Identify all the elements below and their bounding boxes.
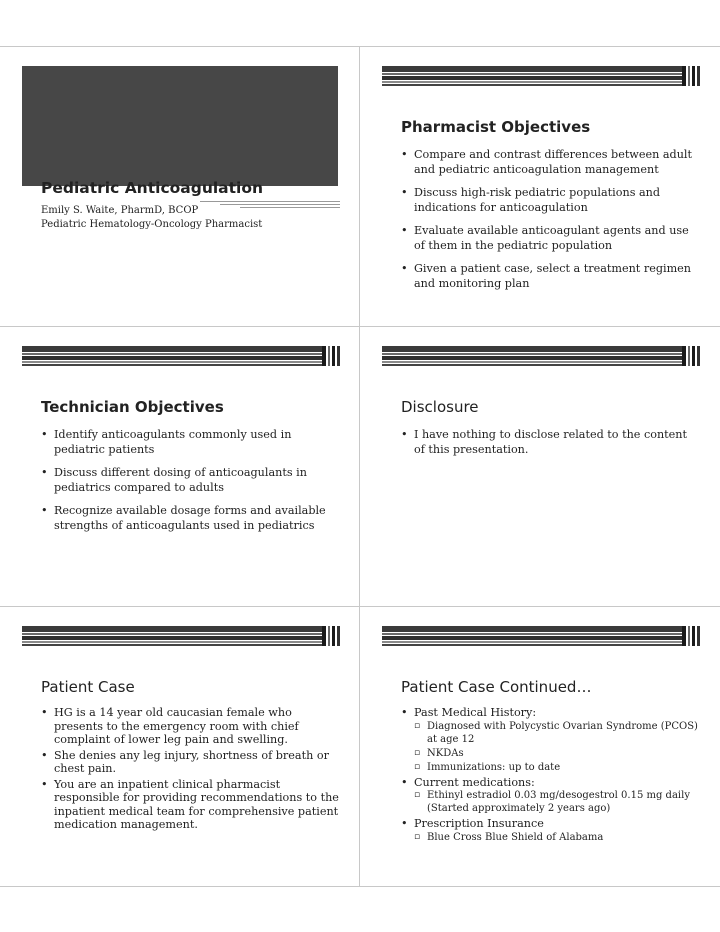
slide-patient-case-continued bbox=[360, 606, 719, 886]
bullet-list bbox=[41, 706, 341, 834]
decorative-lines bbox=[200, 201, 340, 211]
sub-list bbox=[414, 789, 701, 815]
slide-pharmacist-objectives bbox=[360, 46, 719, 326]
slide-title bbox=[0, 46, 359, 326]
slide-title: Pharmacist Objectives bbox=[401, 118, 591, 136]
slide-disclosure bbox=[360, 326, 719, 606]
bullet-item: • Evaluate available anticoagulant agents and use of them in the pediatric population bbox=[401, 223, 701, 253]
sub-list bbox=[414, 831, 701, 844]
pmh-label: Past Medical History: bbox=[414, 706, 537, 719]
bullet-list bbox=[401, 706, 701, 846]
slide-technician-objectives bbox=[0, 326, 359, 606]
bullet-item: • I have nothing to disclose related to the content of this presentation. bbox=[401, 427, 701, 457]
insurance-label: Prescription Insurance bbox=[414, 817, 544, 830]
bullet-item bbox=[401, 817, 701, 844]
bullet-list bbox=[401, 147, 701, 299]
header-bar bbox=[382, 66, 700, 86]
bullet-item: • Recognize available dosage forms and available strengths of anticoagulants used in pediatrics bbox=[41, 503, 341, 533]
bullet-list bbox=[401, 427, 701, 465]
bullet-item bbox=[401, 706, 701, 774]
header-bar bbox=[382, 346, 700, 366]
sub-item: ▫ Blue Cross Blue Shield of Alabama bbox=[414, 831, 701, 844]
slide-patient-case bbox=[0, 606, 359, 886]
sub-item: ▫ Ethinyl estradiol 0.03 mg/desogestrol 0.15 mg daily (Started approximately 2 years ago) bbox=[414, 789, 701, 815]
slide-title: Patient Case Continued… bbox=[401, 678, 592, 696]
slide-title: Technician Objectives bbox=[41, 398, 224, 416]
bullet-item: • Discuss high-risk pediatric populations and indications for anticoagulation bbox=[401, 185, 701, 215]
bullet-list bbox=[41, 427, 341, 541]
slide-title: Disclosure bbox=[401, 398, 479, 416]
presentation-title: Pediatric Anticoagulation bbox=[41, 179, 264, 197]
bullet-item: • HG is a 14 year old caucasian female who presents to the emergency room with chief complaint of lower leg pain and swelling. bbox=[41, 706, 341, 747]
sub-list bbox=[414, 720, 701, 774]
bullet-item bbox=[401, 776, 701, 816]
page-divider bbox=[0, 886, 720, 887]
header-bar bbox=[382, 626, 700, 646]
sub-item: ▫ Diagnosed with Polycystic Ovarian Syndrome (PCOS) at age 12 bbox=[414, 720, 701, 746]
meds-label: Current medications: bbox=[414, 775, 535, 789]
sub-item: ▫ NKDAs bbox=[414, 747, 701, 760]
bullet-item: • Compare and contrast differences between adult and pediatric anticoagulation management bbox=[401, 147, 701, 177]
author-name: Emily S. Waite, PharmD, BCOP bbox=[41, 205, 199, 216]
bullet-item: • She denies any leg injury, shortness of breath or chest pain. bbox=[41, 749, 341, 776]
bullet-item: • Given a patient case, select a treatment regimen and monitoring plan bbox=[401, 261, 701, 291]
author-role: Pediatric Hematology-Oncology Pharmacist bbox=[41, 219, 263, 230]
header-bar bbox=[22, 346, 340, 366]
title-dark-block bbox=[22, 66, 338, 186]
sub-item: ▫ Immunizations: up to date bbox=[414, 761, 701, 774]
bullet-item: • You are an inpatient clinical pharmacist responsible for providing recommendations to the inpatient medical team for comprehensive patient medication management. bbox=[41, 778, 341, 832]
header-bar bbox=[22, 626, 340, 646]
slide-title: Patient Case bbox=[41, 678, 135, 696]
bullet-item: • Identify anticoagulants commonly used in pediatric patients bbox=[41, 427, 341, 457]
bullet-item: • Discuss different dosing of anticoagulants in pediatrics compared to adults bbox=[41, 465, 341, 495]
